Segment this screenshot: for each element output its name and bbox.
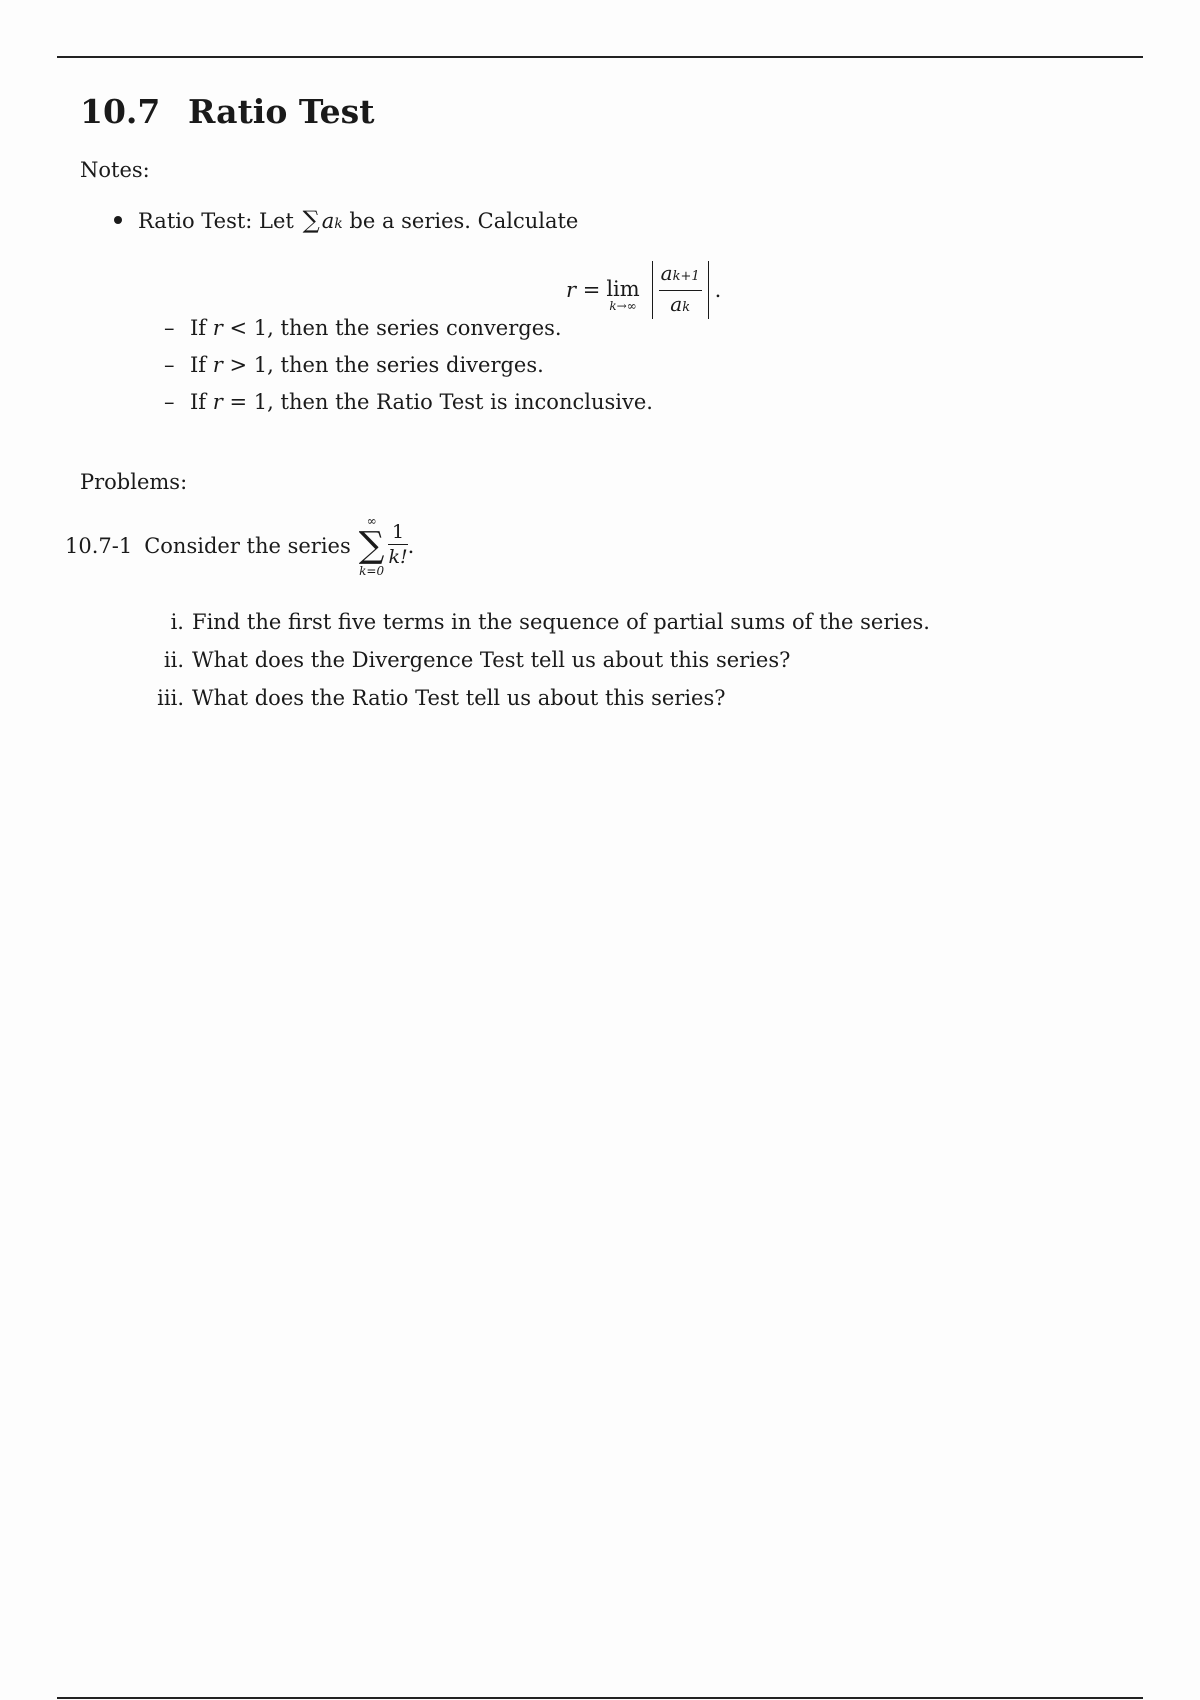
sum-lower-limit: k=0	[359, 564, 385, 578]
series-fraction	[388, 520, 407, 569]
problems-label: Problems:	[80, 470, 188, 494]
section-number: 10.7	[80, 92, 161, 131]
limit-operator	[606, 279, 639, 313]
sum-upper-limit: ∞	[366, 514, 377, 528]
question-item: ii. What does the Divergence Test tell us about this series?	[163, 648, 791, 672]
series-term-subscript: k	[334, 216, 343, 232]
question-item: i. Find the first five terms in the sequence of partial sums of the series.	[170, 610, 930, 634]
fraction-denominator: ak	[670, 291, 691, 316]
question-item: iii. What does the Ratio Test tell us about this series?	[157, 686, 726, 710]
abs-bar-left	[652, 261, 653, 319]
ratio-formula	[566, 258, 721, 322]
ratio-test-bullet	[114, 206, 578, 234]
sum-symbol-large: ∑	[358, 525, 385, 566]
case-item: – If r < 1, then the series converges.	[164, 316, 562, 340]
formula-lhs: r =	[566, 278, 601, 302]
problem-text: Consider the series	[144, 534, 351, 558]
series-numerator: 1	[392, 520, 405, 543]
ratio-test-intro: Ratio Test: Let	[138, 209, 294, 233]
bullet-icon	[114, 216, 122, 224]
ratio-fraction	[659, 260, 702, 321]
summation	[359, 515, 385, 577]
section-title: Ratio Test	[188, 92, 375, 131]
header-rule	[57, 56, 1143, 58]
section-heading	[80, 92, 374, 131]
footer-rule	[57, 1697, 1143, 1699]
case-item: – If r > 1, then the series diverges.	[164, 353, 544, 377]
formula-end: .	[714, 278, 722, 302]
abs-bar-right	[708, 261, 709, 319]
fraction-numerator: ak+1	[660, 260, 700, 285]
sum-symbol: ∑	[302, 206, 320, 234]
notes-label: Notes:	[80, 158, 150, 182]
limit-subscript: k→∞	[609, 299, 637, 313]
ratio-test-intro-end: be a series. Calculate	[349, 209, 579, 233]
series-term: a	[321, 209, 335, 233]
problem-end: .	[407, 534, 415, 558]
case-item: – If r = 1, then the Ratio Test is inconclusive.	[164, 390, 653, 414]
problem-statement	[65, 510, 414, 582]
series-denominator: k!	[388, 545, 408, 568]
limit-word: lim	[606, 277, 640, 301]
problem-number: 10.7-1	[65, 534, 133, 558]
